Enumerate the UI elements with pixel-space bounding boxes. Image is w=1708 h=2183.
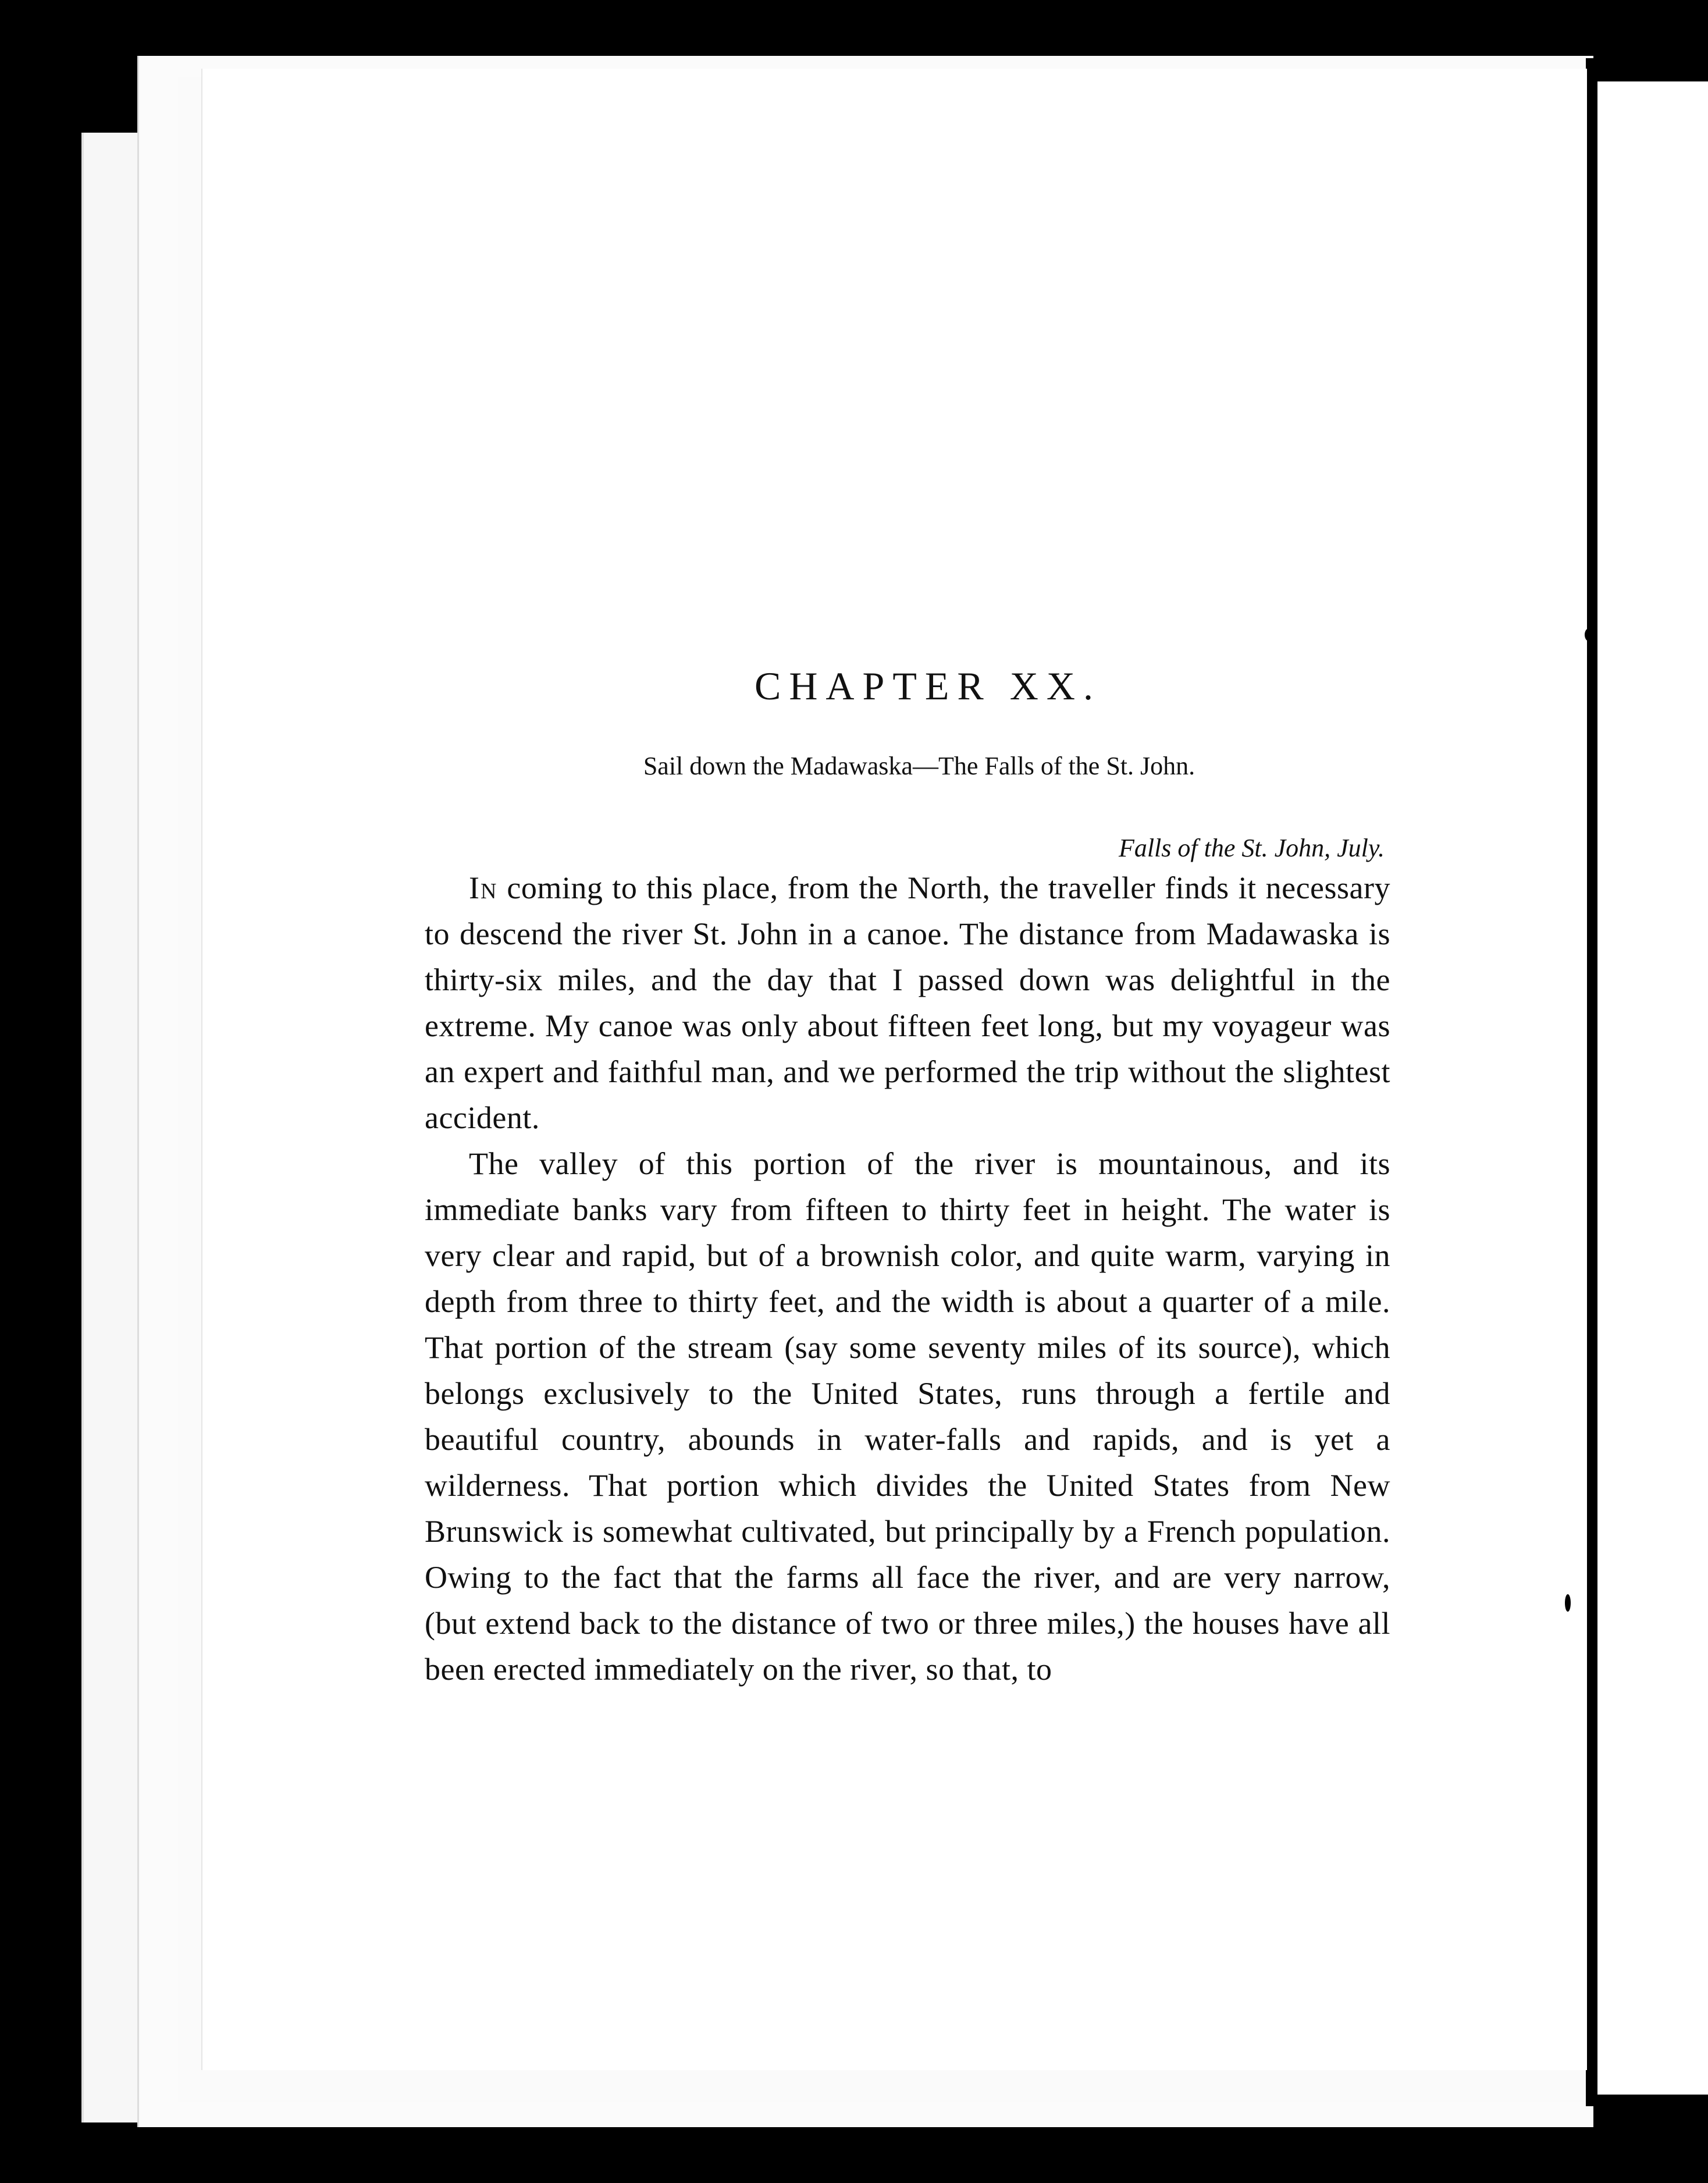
page-gutter: [1586, 58, 1597, 2106]
scan-speck: [1585, 628, 1593, 641]
scan-speck: [1592, 244, 1596, 253]
paragraph-text: coming to this place, from the North, the traveller finds it necessary to descend the river St. John in a canoe. The distance from Madawaska is thirty-six miles, and the day that I passed down was delightful in the extreme. My canoe was only about fifteen feet long, but my voyageur was an expert and faithful man, and we performed the trip without the slightest accident.: [425, 870, 1390, 1135]
dateline: Falls of the St. John, July.: [1118, 834, 1385, 862]
page-text: [425, 663, 1390, 1693]
paragraph: [425, 865, 1390, 1141]
paragraph: [425, 1141, 1390, 1693]
scan-speck: [1565, 1594, 1571, 1612]
chapter-title: CHAPTER XX.: [754, 664, 1102, 708]
paragraph-text: The valley of this portion of the river is mountainous, and its immediate banks vary from fifteen to thirty feet in height. The water is very clear and rapid, but of a brownish color, and quite warm, varying in depth from three to thirty feet, and the width is about a quarter of a mile. That portion of the stream (say some seventy miles of its source), which belongs exclusively to the United States, runs through a fertile and beautiful country, abounds in water-falls and rapids, and is yet a wilderness. That portion which divides the United States from New Brunswick is somewhat cultivated, but principally by a French population. Owing to the fact that the farms all face the river, and are very narrow, (but extend back to the distance of two or three miles,) the houses have all been erected immediately on the river, so that, to: [425, 1146, 1390, 1687]
scan-speck: [8, 1612, 14, 1617]
paragraph-lead: In: [469, 870, 498, 905]
next-page-edge: [1597, 81, 1708, 2095]
chapter-subtitle: Sail down the Madawaska—The Falls of the St. John.: [643, 752, 1195, 780]
